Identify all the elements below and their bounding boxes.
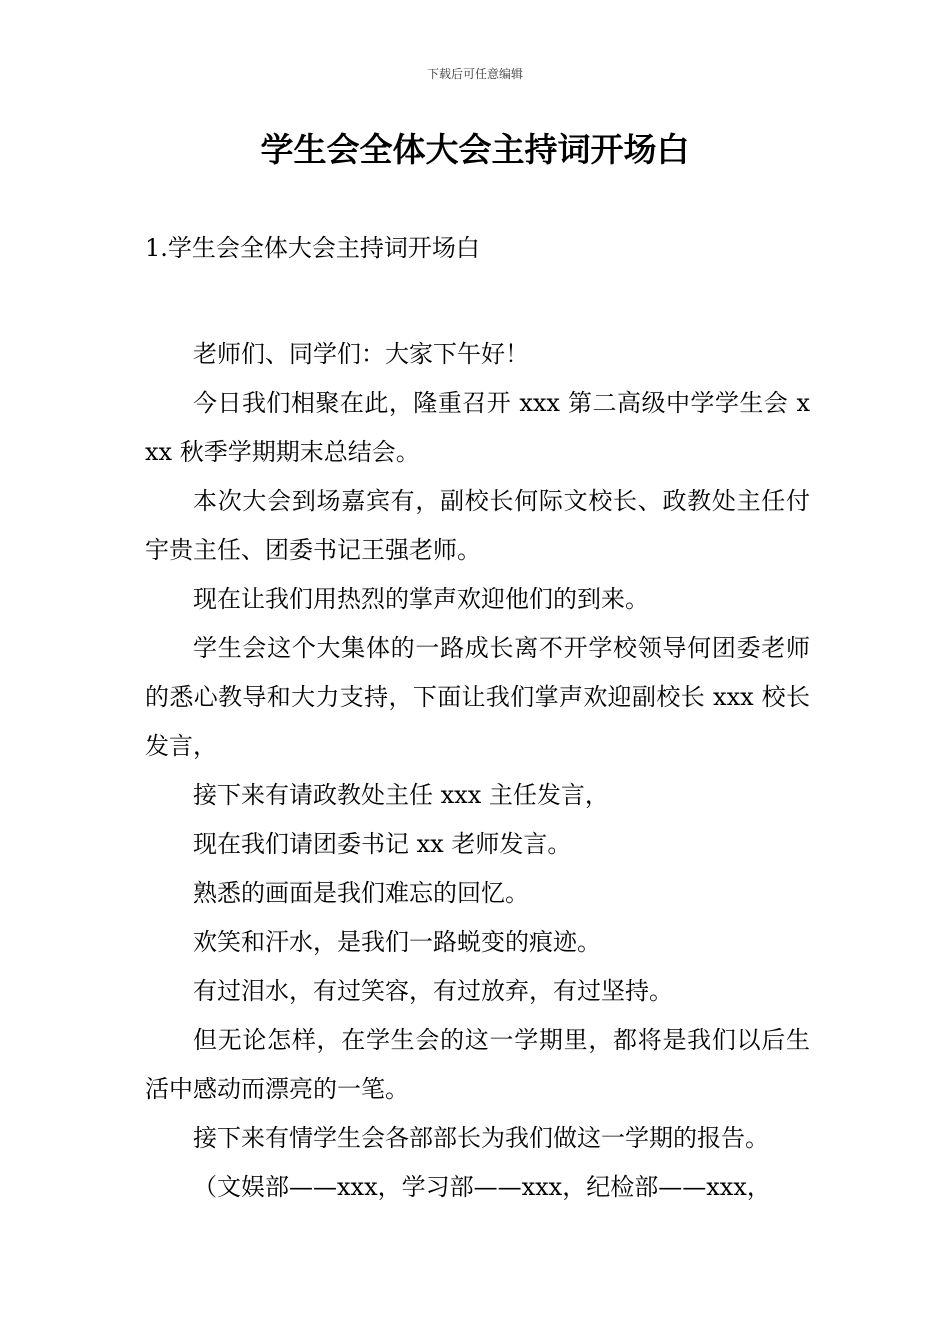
paragraph: 但无论怎样，在学生会的这一学期里，都将是我们以后生活中感动而漂亮的一笔。: [145, 1026, 810, 1103]
paragraph: 有过泪水，有过笑容，有过放弃，有过坚持。: [193, 977, 673, 1005]
paragraph: 熟悉的画面是我们难忘的回忆。: [193, 879, 529, 907]
header-note: 下载后可任意编辑: [426, 67, 523, 81]
paragraph: 现在让我们用热烈的掌声欢迎他们的到来。: [193, 585, 649, 613]
paragraph: 接下来有情学生会各部部长为我们做这一学期的报告。: [193, 1124, 769, 1152]
paragraph: 本次大会到场嘉宾有，副校长何际文校长、政教处主任付宇贵主任、团委书记王强老师。: [145, 487, 810, 564]
paragraph: 学生会这个大集体的一路成长离不开学校领导何团委老师的悉心教导和大力支持，下面让我们掌声欢迎副校长 xxx 校长发言，: [145, 634, 810, 760]
paragraph: 接下来有请政教处主任 xxx 主任发言，: [193, 781, 609, 809]
paragraph: 老师们、同学们：大家下午好！: [193, 340, 529, 368]
document-title: 学生会全体大会主持词开场白: [260, 130, 690, 169]
paragraph: （文娱部——xxx，学习部——xxx，纪检部——xxx，: [193, 1173, 771, 1201]
body-text: [145, 330, 810, 1212]
paragraph: 现在我们请团委书记 xx 老师发言。: [193, 830, 572, 858]
paragraph: 今日我们相聚在此，隆重召开 xxx 第二高级中学学生会 xxx 秋季学期期末总结会。: [145, 389, 810, 466]
paragraph: 欢笑和汗水，是我们一路蜕变的痕迹。: [193, 928, 601, 956]
section-heading: 1.学生会全体大会主持词开场白: [145, 234, 480, 262]
